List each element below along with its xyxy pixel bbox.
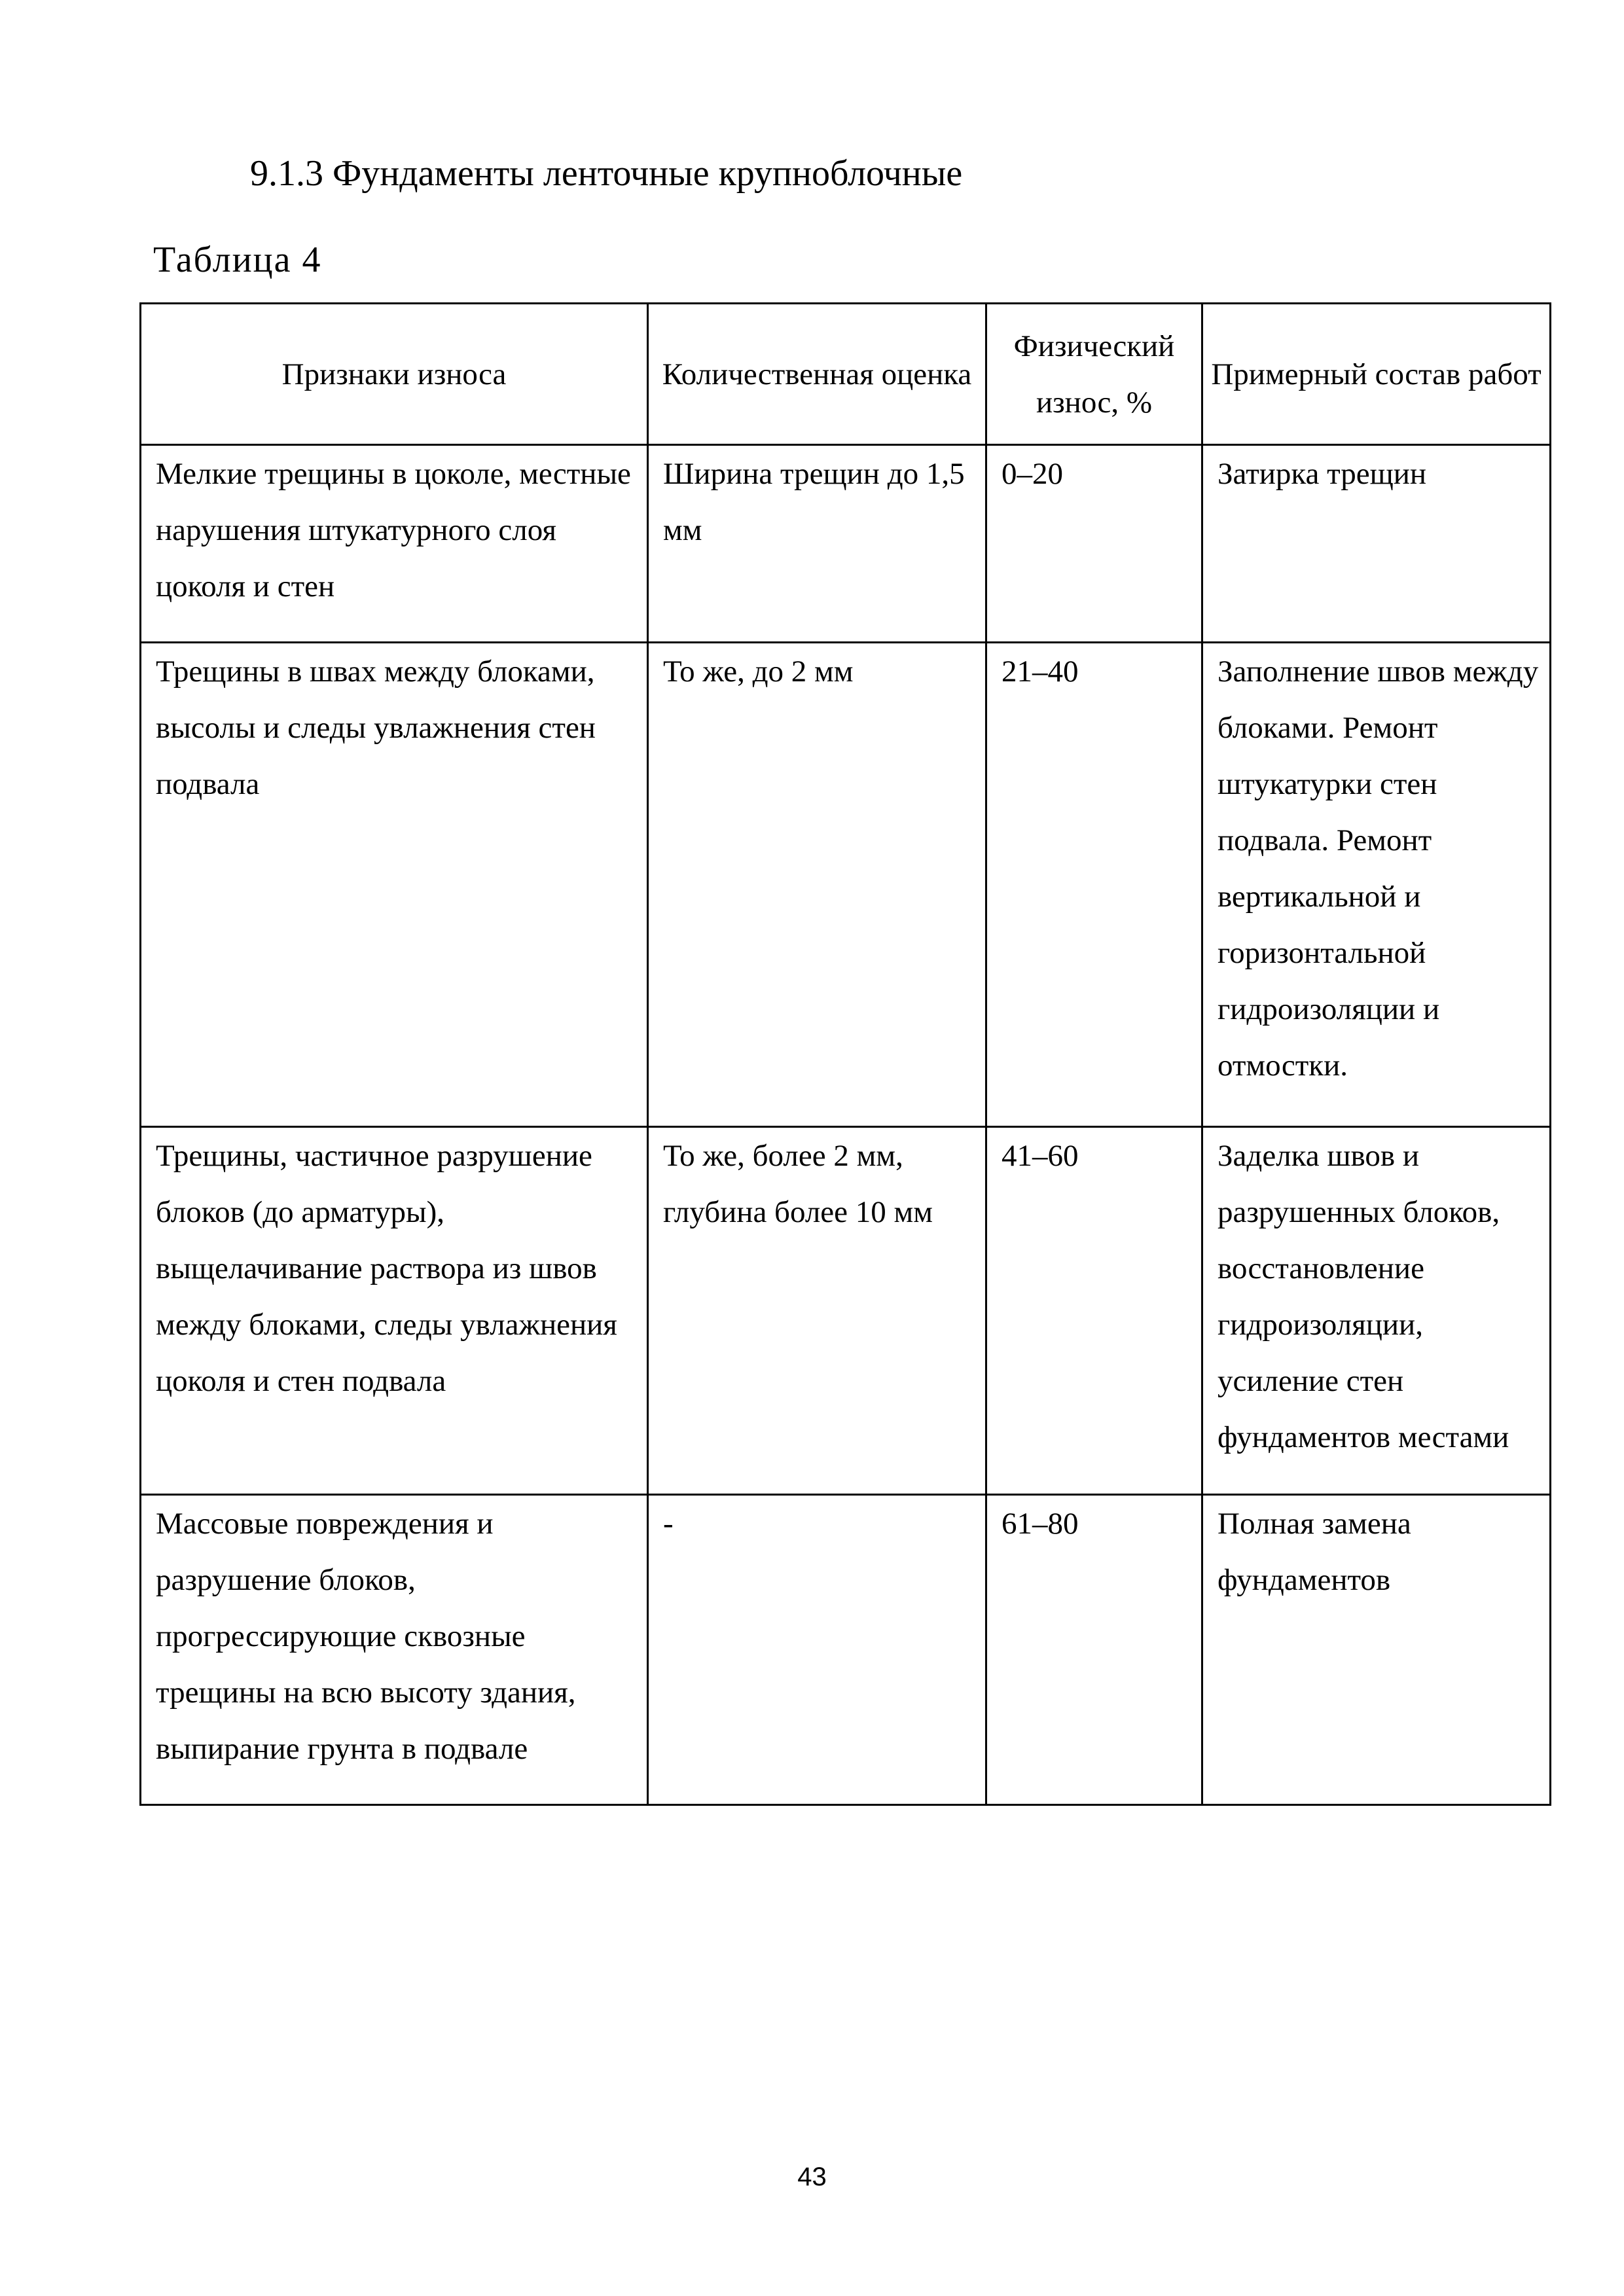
section-heading: 9.1.3 Фундаменты ленточные крупноблочные [250,153,963,194]
table-row [141,643,1551,1127]
cell-work-scope: Полная замена фундаментов [1202,1495,1551,1805]
cell-wear-signs: Трещины в швах между блоками, высолы и следы увлажнения стен подвала [141,643,648,1127]
table-row [141,1127,1551,1495]
header-quantitative-assessment: Количественная оценка [648,304,986,445]
cell-quantitative-assessment: - [648,1495,986,1805]
cell-physical-wear: 61–80 [986,1495,1202,1805]
cell-wear-signs: Трещины, частичное разрушение блоков (до арматуры), выщелачивание раствора из швов между блоками, следы увлажнения цоколя и стен подвала [141,1127,648,1495]
cell-physical-wear: 21–40 [986,643,1202,1127]
header-wear-signs: Признаки износа [141,304,648,445]
cell-work-scope: Затирка трещин [1202,445,1551,643]
cell-quantitative-assessment: То же, до 2 мм [648,643,986,1127]
table-header-row [141,304,1551,445]
header-work-scope: Примерный состав работ [1202,304,1551,445]
table-row [141,1495,1551,1805]
table-row [141,445,1551,643]
cell-work-scope: Заделка швов и разрушенных блоков, восстановление гидроизоляции, усиление стен фундаментов местами [1202,1127,1551,1495]
cell-physical-wear: 0–20 [986,445,1202,643]
cell-quantitative-assessment: Ширина трещин до 1,5 мм [648,445,986,643]
cell-wear-signs: Мелкие трещины в цоколе, местные нарушения штукатурного слоя цоколя и стен [141,445,648,643]
wear-table [139,302,1551,1806]
cell-work-scope: Заполнение швов между блоками. Ремонт штукатурки стен подвала. Ремонт вертикальной и горизонтальной гидроизоляции и отмостки. [1202,643,1551,1127]
page-number: 43 [797,2162,827,2191]
cell-physical-wear: 41–60 [986,1127,1202,1495]
cell-wear-signs: Массовые повреждения и разрушение блоков, прогрессирующие сквозные трещины на всю высоту здания, выпирание грунта в подвале [141,1495,648,1805]
cell-quantitative-assessment: То же, более 2 мм, глубина более 10 мм [648,1127,986,1495]
table-caption: Таблица 4 [153,240,322,280]
header-physical-wear: Физический износ, % [986,304,1202,445]
